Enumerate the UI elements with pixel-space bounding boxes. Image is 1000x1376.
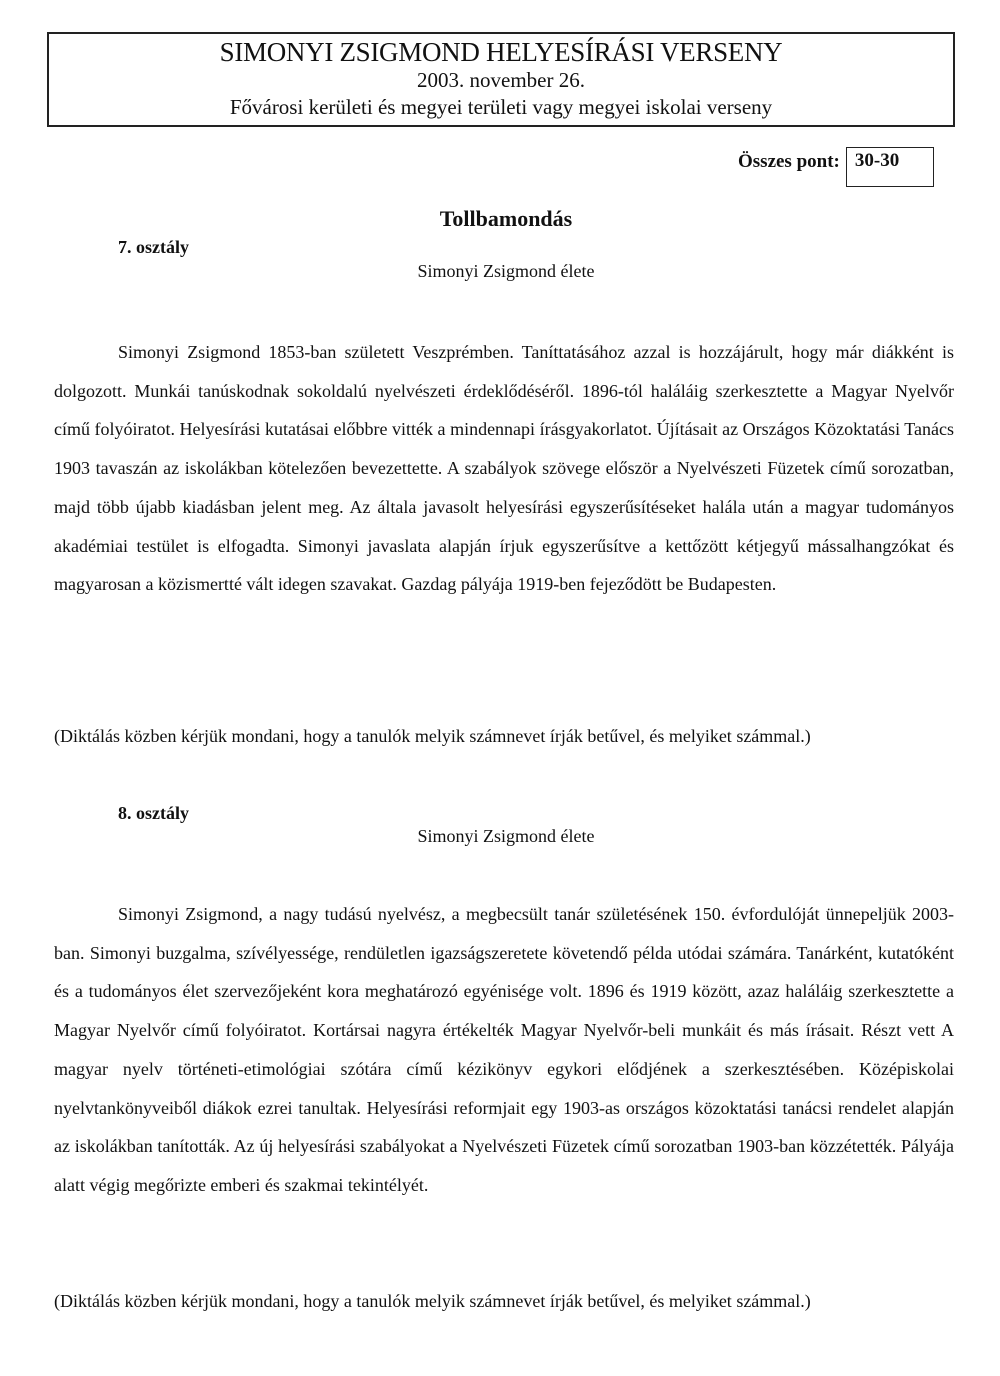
competition-level: Fővárosi kerületi és megyei területi vagy megyei iskolai verseny xyxy=(229,95,773,119)
grade-7-heading: 7. osztály xyxy=(118,237,189,257)
total-score xyxy=(738,147,934,187)
document-title: Tollbamondás xyxy=(439,206,573,231)
grade-8-subtitle: Simonyi Zsigmond élete xyxy=(417,826,595,846)
grade-7-subtitle: Simonyi Zsigmond élete xyxy=(417,261,595,281)
grade-8-dictation-text: Simonyi Zsigmond, a nagy tudású nyelvész, a megbecsült tanár születésének 150. évfordulóját ünnepeljük 2003-ban. Simonyi buzgalma, szívélyessége, rendületlen igazságszeretete követendő példa utódai számára. Tanárként, kutatóként és a tudományos élet szervezőjeként kora meghatározó egyénisége volt. 1896 és 1919 között, azaz haláláig szerkesztette a Magyar Nyelvőr című folyóiratot. Kortársai nagyra értékelték Magyar Nyelvőr-beli munkáit és más írásait. Részt vett A magyar nyelv történeti-etimológiai szótára című kézikönyv egykori elődjének a szerkesztésében. Középiskolai nyelvtankönyveiből diákok ezrei tanultak. Helyesírási reformjait egy 1903-as országos közoktatási tanácsi rendelet alapján az iskolákban tanították. Az új helyesírási szabályokat a Nyelvészeti Füzetek című sorozatban 1903-ban közzétették. Pályája alatt végig megőrizte emberi és szakmai tekintélyét. xyxy=(54,904,954,1195)
competition-date: 2003. november 26. xyxy=(417,68,585,92)
grade-8-heading: 8. osztály xyxy=(118,803,189,823)
grade-8-instruction-note: (Diktálás közben kérjük mondani, hogy a tanulók melyik számnevet írják betűvel, és melyiket számmal.) xyxy=(54,1291,811,1311)
score-label: Összes pont: xyxy=(738,151,840,172)
grade-7-instruction-note: (Diktálás közben kérjük mondani, hogy a tanulók melyik számnevet írják betűvel, és melyiket számmal.) xyxy=(54,726,811,746)
competition-header xyxy=(47,32,955,127)
competition-title: SIMONYI ZSIGMOND HELYESÍRÁSI VERSENY xyxy=(219,37,783,67)
score-value-box: 30-30 xyxy=(846,147,934,187)
grade-7-dictation-text: Simonyi Zsigmond 1853-ban született Veszprémben. Taníttatásához azzal is hozzájárult, hogy már diákként is dolgozott. Munkái tanúskodnak sokoldalú nyelvészeti érdeklődéséről. 1896-tól haláláig szerkesztette a Magyar Nyelvőr című folyóiratot. Helyesírási kutatásai előbbre vitték a mindennapi írásgyakorlatot. Újításait az Országos Közoktatási Tanács 1903 tavaszán az iskolákban kötelezően bevezettette. A szabályok szövege először a Nyelvészeti Füzetek című sorozatban, majd több újabb kiadásban jelent meg. Az általa javasolt helyesírási egyszerűsítéseket halála után a magyar tudományos akadémiai testület is elfogadta. Simonyi javaslata alapján írjuk egyszerűsítve a kettőzött kétjegyű mássalhangzókat és magyarosan a közismertté vált idegen szavakat. Gazdag pályája 1919-ben fejeződött be Budapesten. xyxy=(54,342,954,595)
